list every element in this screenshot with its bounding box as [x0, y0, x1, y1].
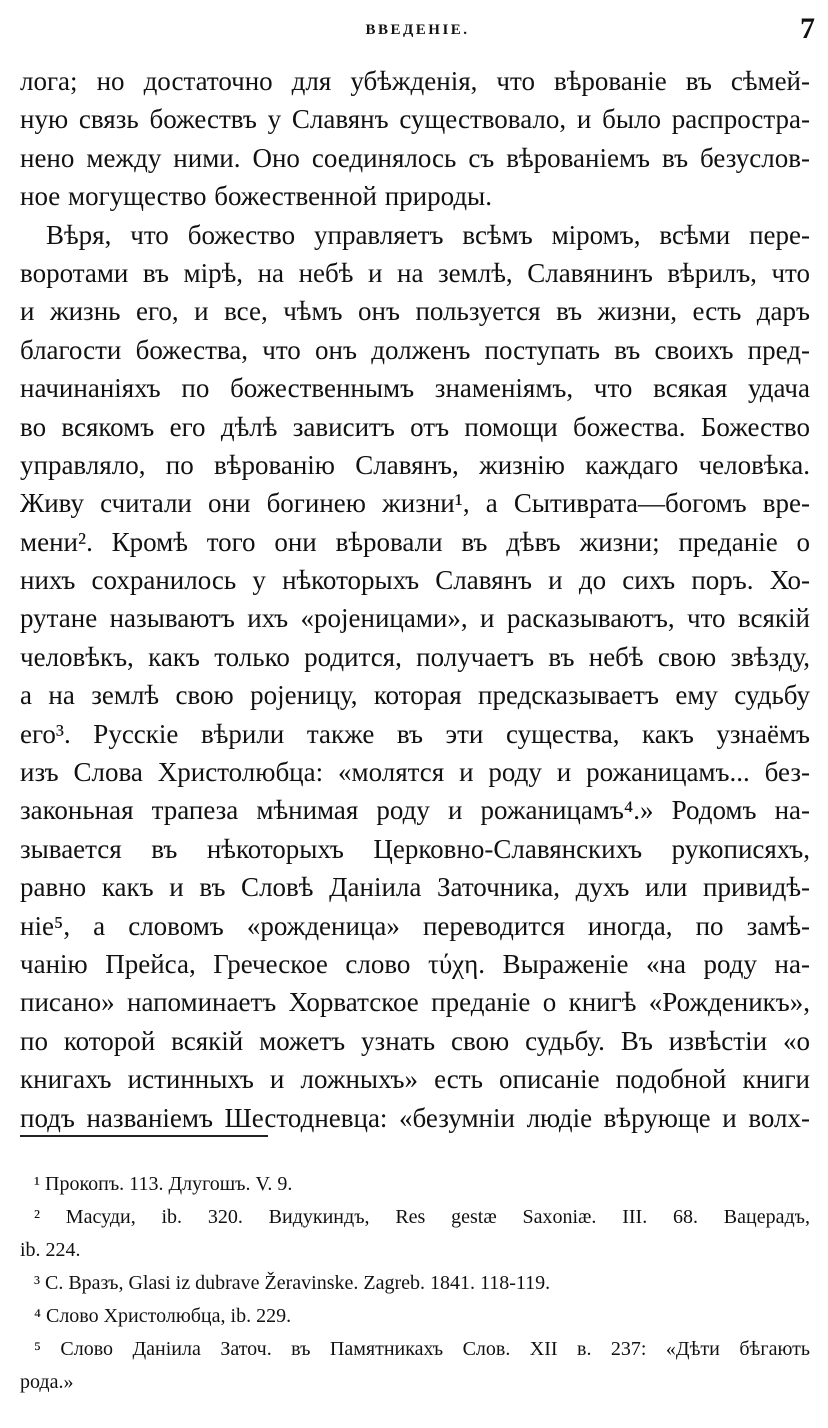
text-line: чанію Прейса, Греческое слово τύχη. Выраженіе «на роду на- [20, 948, 810, 979]
page-header [20, 12, 815, 46]
page-number: 7 [800, 12, 815, 45]
footnote-line: ³ С. Вразъ, Glasi iz dubrave Žeravinske. Zagreb. 1841. 118-119. [34, 1272, 551, 1294]
text-line: и жизнь его, и все, чѣмъ онъ пользуется въ жизни, есть даръ [20, 296, 810, 327]
text-line: Вѣря, что божество управляетъ всѣмъ міромъ, всѣми пере- [46, 219, 810, 250]
text-line: управляло, по вѣрованію Славянъ, жизнію каждаго человѣка. [20, 449, 810, 480]
text-line: нихъ сохранилось у нѣкоторыхъ Славянъ и до сихъ поръ. Хо- [20, 565, 810, 596]
text-line: книгахъ истинныхъ и ложныхъ» есть описаніе подобной книги [20, 1064, 810, 1095]
text-line: изъ Слова Христолюбца: «молятся и роду и рожаницамъ... без- [20, 757, 810, 788]
text-line: ніе⁵, а словомъ «рожденица» переводится иногда, по замѣ- [20, 910, 810, 941]
text-line: ное могущество божественной природы. [20, 181, 492, 212]
text-line: равно какъ и въ Словѣ Данiила Заточника, духъ или привидѣ- [20, 872, 810, 903]
text-line: благости божества, что онъ долженъ поступать въ своихъ пред- [20, 334, 810, 365]
text-line: во всякомъ его дѣлѣ зависитъ отъ помощи божества. Божество [20, 411, 810, 442]
text-line: мени². Кромѣ того они вѣровали въ дѣвъ жизни; преданіе о [20, 526, 810, 557]
footnote-line: ² Масуди, ib. 320. Видукиндъ, Res gestæ Saxoniæ. III. 68. Вацерадъ, [34, 1206, 810, 1228]
text-line: лога; но достаточно для убѣжденія, что вѣрованіе въ сѣмей- [20, 66, 810, 96]
footnote-line: рода.» [20, 1371, 74, 1393]
footnote-line: ⁵ Слово Данiила Заточ. въ Памятникахъ Слов. XII в. 237: «Дѣти бѣгають [34, 1338, 810, 1360]
footnote-line: ⁴ Слово Христолюбца, ib. 229. [34, 1305, 292, 1327]
text-line: его³. Русскіе вѣрили также въ эти существа, какъ узнаёмъ [20, 718, 810, 749]
running-title: ВВЕДЕНІЕ. [365, 22, 470, 38]
footnote-line: ¹ Прокопъ. 113. Длугошъ. V. 9. [34, 1173, 293, 1195]
text-line: по которой всякій можетъ узнать свою судьбу. Въ извѣстіи «о [20, 1025, 810, 1056]
text-line: нено между ними. Оно соединялось съ вѣрованіемъ въ безуслов- [20, 142, 810, 173]
text-line: рутане называютъ ихъ «роjеницами», и расказываютъ, что всякій [20, 603, 810, 634]
body-text [20, 62, 810, 1137]
text-line: подъ названіемъ Шестодневца: «безумніи людіе вѣрующе и волх- [20, 1102, 810, 1133]
text-line: воротами въ мірѣ, на небѣ и на землѣ, Славянинъ вѣрилъ, что [20, 257, 810, 288]
text-line: писано» напоминаетъ Хорватское преданіе о книгѣ «Рожденикъ», [20, 987, 810, 1018]
footnotes [20, 1168, 810, 1399]
text-line: Живу считали они богинею жизни¹, а Сытиврата—богомъ вре- [20, 488, 810, 519]
footnote-rule [20, 1135, 268, 1137]
text-line: ную связь божествъ у Славянъ существовало, и было распростра- [20, 104, 810, 135]
text-line: начинаніяхъ по божественнымъ знаменіямъ, что всякая удача [20, 373, 810, 404]
text-line: человѣкъ, какъ только родится, получаетъ въ небѣ свою звѣзду, [20, 641, 810, 672]
text-line: законьная трапеза мѣнимая роду и рожаницамъ⁴.» Родомъ на- [20, 795, 810, 826]
text-line: зывается въ нѣкоторыхъ Церковно-Славянскихъ рукописяхъ, [20, 833, 810, 864]
text-line: а на землѣ свою роjеницу, которая предсказываетъ ему судьбу [20, 680, 810, 711]
footnote-line: ib. 224. [20, 1239, 81, 1261]
